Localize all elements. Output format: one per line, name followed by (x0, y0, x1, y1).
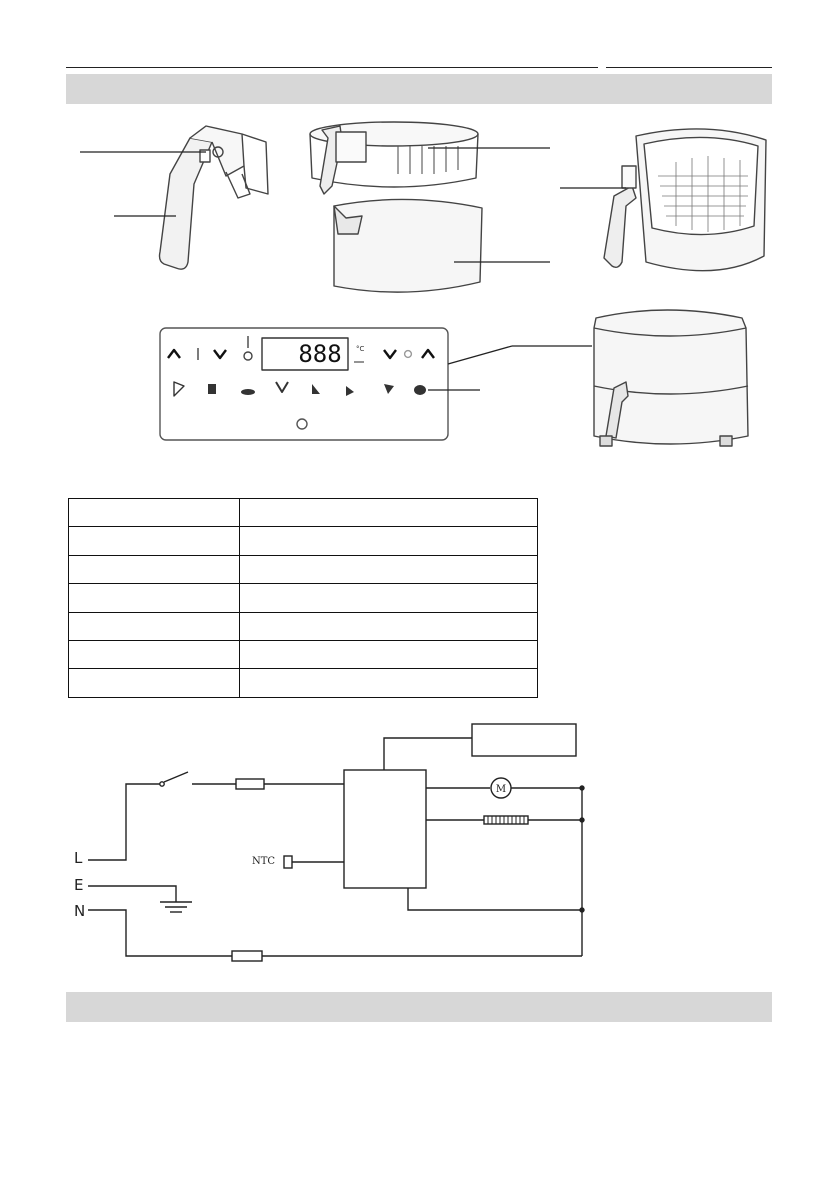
part-name-cell (240, 499, 538, 527)
fuse-icon (236, 779, 264, 789)
part-number-cell (69, 612, 240, 640)
neutral-wire (88, 910, 232, 956)
section-2-band (66, 992, 772, 1022)
neutral-label: N (74, 902, 86, 920)
display-wire (384, 738, 472, 770)
table-row (69, 669, 538, 697)
heating-element-icon (484, 816, 528, 824)
assembled-basket-illustration (604, 129, 766, 271)
part-number-cell (69, 640, 240, 668)
part-number-cell (69, 499, 240, 527)
part-name-cell (240, 612, 538, 640)
part-name-cell (240, 527, 538, 555)
junction-dot (580, 786, 584, 790)
part-number-cell (69, 669, 240, 697)
part-number-cell (69, 584, 240, 612)
circuit-wiring (60, 712, 600, 972)
table-row (69, 640, 538, 668)
live-wire (88, 784, 160, 860)
circuit-diagram (60, 712, 600, 972)
header-rule-gap (598, 62, 606, 72)
parts-table (68, 498, 538, 698)
neutral-fuse-icon (232, 951, 262, 961)
outer-pan-illustration (334, 199, 482, 292)
header-rule (66, 67, 772, 68)
display-digits: 888 (298, 340, 342, 368)
table-row (69, 584, 538, 612)
part-number-cell (69, 527, 240, 555)
junction-dot (580, 908, 584, 912)
ntc-label: NTC (252, 856, 276, 867)
table-row (69, 555, 538, 583)
ntc-sensor-icon (284, 856, 292, 868)
live-label: L (74, 849, 83, 867)
junction-dot (580, 818, 584, 822)
handle-illustration (160, 126, 269, 269)
display-module (472, 724, 576, 756)
section-1-band (66, 74, 772, 104)
switch-contact (160, 782, 164, 786)
part-name-cell (240, 584, 538, 612)
motor-label: M (495, 784, 507, 795)
air-fryer-illustration (594, 310, 748, 446)
return-wire (408, 888, 582, 910)
earth-wire (88, 886, 176, 902)
display-unit: °C (356, 345, 365, 353)
part-name-cell (240, 669, 538, 697)
part-name-cell (240, 555, 538, 583)
table-row (69, 612, 538, 640)
part-name-cell (240, 640, 538, 668)
switch-lever (164, 772, 188, 782)
inner-basket-illustration (310, 122, 478, 194)
earth-label: E (74, 876, 84, 894)
table-row (69, 527, 538, 555)
part-number-cell (69, 555, 240, 583)
parts-illustration (66, 106, 772, 468)
control-box (344, 770, 426, 888)
leader-line (448, 346, 512, 364)
table-row (69, 499, 538, 527)
